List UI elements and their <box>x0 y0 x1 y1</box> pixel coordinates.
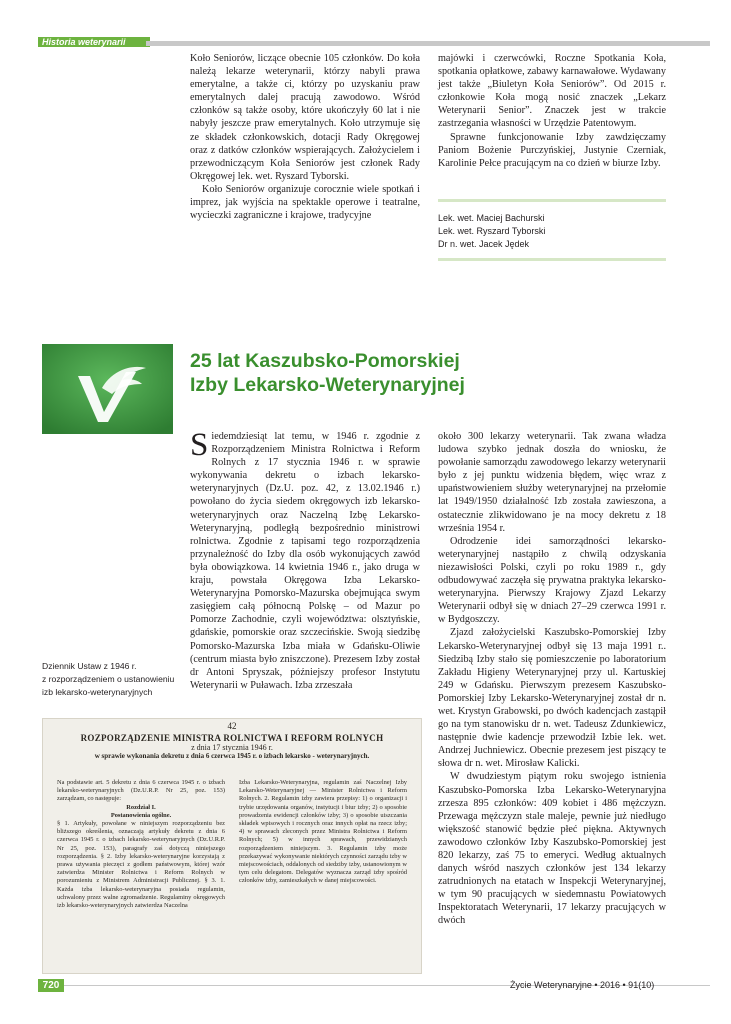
title-line: Izby Lekarsko-Weterynaryjnej <box>190 374 465 396</box>
scan-date: z dnia 17 stycznia 1946 r. <box>191 743 273 752</box>
scan-chapter-title: Postanowienia ogólne. <box>110 811 172 819</box>
top-left-column <box>190 52 420 222</box>
paragraph: około 300 lekarzy weterynarii. Tak zwana władza ludowa szybko jednak doszła do wniosku, że powołanie samorządu zawodowego lekarzy weterynarii było z jej punktu widzenia błędem, więc wraz z upaństwowieniem służby weterynaryjnej na przełomie lat 1949/1950 działalność Izb została zawieszona, a ostatecznie zlikwidowano je na mocy dekretu z 18 września 1954 r. <box>438 431 666 534</box>
v-logo-icon <box>42 344 173 434</box>
scan-text: § 1. Artykuły, powołane w niniejszym rozporządzeniu bez bliższego określenia, oznaczają artykuły dekretu z dnia 6 czerwca 1945 r. o izbach lekarsko-weterynaryjnych (Dz.U.R.P. Nr 25, poz. 153), paragrafy zaś dotyczą niniejszego rozporządzenia. § 2. Izby lekarsko-weterynaryjne korzystają z prawa używania pieczęci z godłem państwowym, której wzór zatwierdza Minister Rolnictwa i Reform Rolnych w porozumieniu z Ministrem Administracji Publicznej. § 3. 1. Każda izba lekarsko-weterynaryjna posiada regulamin, uchwalony przez walne zgromadzenie. Regulaminy okręgowych izb lekarsko-weterynaryjnych zatwierdza Naczelna <box>57 820 225 910</box>
paragraph: W dwudziestym piątym roku swojego istnienia Kaszubsko-Pomorska Izba Lekarsko-Weterynaryjna zrzesza 895 członków: 409 kobiet i 486 mężczyzn. Przewaga mężczyzn stale maleje, pewnie już niedługo większość stanowić będzie płeć piękna. Aktywnych zawodowo członków Izby Kaszubsko-Pomorskiej jest 820 lekarzy, zaś 75 to emeryci. Według aktualnych danych wśród naszych członków jest 134 lekarzy zatrudnionych na etatach w Inspekcji Weterynaryjnej, w tym 90 pracujących w siedemnastu Powiatowych Inspektoratach Weterynarii, 17 lekarzy pracujących w dwóch <box>438 771 666 927</box>
paragraph: Koło Seniorów, liczące obecnie 105 członków. Do koła należą lekarze weterynarii, którzy nabyli prawa emerytalne, a także ci, którzy po uzyskaniu praw emerytalnych dalej pracują zawodowo. Wśród członków są także osoby, które ukończyły 60 lat i nie nabyły jeszcze praw emerytalnych. Koło utrzymuje się ze składek członkowskich, dotacji Rady Okręgowej oraz z datków członków wspierających. Założycielem i przewodniczącym Koła Seniorów jest członek Rady Okręgowej lek. wet. Ryszard Tyborski. <box>190 53 420 182</box>
scan-right-column <box>239 779 407 886</box>
paragraph: Sprawne funkcjonowanie Izby zawdzięczamy Paniom Bożenie Purczyńskiej, Justynie Czerniak, Karolinie Pełce pracującym na co dzień w biurze Izby. <box>438 131 666 169</box>
figure-caption <box>42 660 174 699</box>
author: Dr n. wet. Jacek Jędek <box>438 239 530 249</box>
author: Lek. wet. Ryszard Tyborski <box>438 226 546 236</box>
article-title <box>190 349 465 397</box>
section-rule <box>146 41 710 46</box>
caption-line: z rozporządzeniem o ustanowieniu <box>42 674 175 684</box>
section-tab: Historia weterynarii <box>38 37 150 47</box>
divider <box>438 258 666 261</box>
scan-subject: w sprawie wykonania dekretu z dnia 6 czerwca 1945 r. o izbach lekarsko - weterynaryjnych. <box>94 752 370 760</box>
page-number: 720 <box>38 979 64 992</box>
paragraph: Zjazd założycielski Kaszubsko-Pomorskiej Izby Lekarsko-Weterynaryjnej odbył się 13 maja 1991 r.. Siedzibą Izby stało się pomieszczenie po laboratorium Zakładu Higieny Weterynaryjnej przy ul. Kartuskiej 249 w Gdańsku. Pierwszym prezesem Kaszubsko-Pomorskiej Izby Lekarsko-Weterynaryjnej został dr n. wet. Krystyn Grabowski, po dwóch kadencjach zastąpił go na tym stanowisku dr n. wet. Tadeusz Zdunkiewicz, następnie dwie kadencje przewodził Izbie lek. wet. Andrzej Juchniewicz. Obecnie prezesem jest piszący te słowa dr n. wet. Mirosław Kalicki. <box>438 627 666 770</box>
article-left-column <box>190 427 420 692</box>
paragraph: Koło Seniorów organizuje corocznie wiele spotkań i imprez, jak wyjścia na spektakle operowe i teatralne, wycieczki zagraniczne i krajowe, tradycyjne <box>190 183 420 222</box>
paragraph-text: iedemdziesiąt lat temu, w 1946 r. zgodnie z Rozporządzeniem Ministra Rolnictwa i Reform Rolnych z 17 stycznia 1946 r. w sprawie wykonywania dekretu o izbach lekarsko-weterynaryjnych (Dz.U. poz. 42, z 13.02.1946 r.) powołano do życia siedem okręgowych izb lekarsko-weterynaryjnych oraz Naczelną Izbę Lekarsko-Weterynaryjną, podległą bezpośrednio ministrowi rolnictwa. Zgodnie z tapisami tego rozporządzenia przynależność do Izby dla osób wykonujących zawód była obowiązkowa. 14 kwietnia 1946 r., jako druga w kraju, powstała Okręgowa Izba Lekarsko-Weterynaryjna Pomorsko-Mazurska obejmująca swym zasięgiem całą północną Polskę – od Mazur po Pomorze Zachodnie, czyli województwa: olsztyńskie, gdańskie, pomorskie oraz szczecińskie. Swoją siedzibę Pomorsko-Mazurska Izba miała w Gdańsku-Oliwie (centrum miasta było zniszczone). Prezesem Izby został dr Antoni Spryszak, późniejszy profesor Instytutu Weterynarii w Puławach. Izba zrzeszała <box>190 431 420 691</box>
author: Lek. wet. Maciej Bachurski <box>438 213 545 223</box>
paragraph: Odrodzenie idei samorządności lekarsko-weterynaryjnej nastąpiło z chwilą odzyskania niezawisłości Polski, czyli po roku 1989 r., gdy odbudowywać zaczęła się prywatna praktyka lekarsko-weterynaryjna. Pierwszy Krajowy Zjazd Lekarzy Weterynarii odbył się w dniach 27–29 czerwca 1991 r. w Bydgoszczy. <box>438 535 666 626</box>
drop-cap: S <box>190 427 209 463</box>
divider <box>438 199 666 202</box>
title-line: 25 lat Kaszubsko-Pomorskiej <box>190 350 460 372</box>
scan-page-number: 42 <box>227 721 237 731</box>
author-list <box>438 212 545 251</box>
caption-line: izb lekarsko-weterynaryjnych <box>42 687 153 697</box>
scan-text: Izba Lekarsko-Weterynaryjna, regulamin zaś Naczelnej Izby Lekarsko-Weterynaryjnej — Minister Rolnictwa i Reform Rolnych. 2. Regulamin izby zawiera przepisy: 1) o organizacji i trybie urzędowania organów, instytucji i biur izby; 2) o sposobie prowadzenia ewidencji członków izby; 3) o sposobie uiszczania składek wpisowych i rocznych oraz innych opłat na rzecz izby; 4) w sprawach zleconych przez Ministra Rolnictwa i Reform Rolnych; 5) w innych sprawach, przewidzianych rozporządzeniem niniejszym. 3. Regulamin izby może przekazywać wykonywanie niektórych czynności zarządu izby w miejscowościach, oddalonych od siedziby izby, ustanowionym w tym celu delegatom. Delegatów wyznacza zarząd izby spośród członków izby, zamieszkałych w danej miejscowości. <box>239 779 407 885</box>
scanned-decree-image <box>42 718 422 974</box>
top-right-column <box>438 52 666 170</box>
paragraph: majówki i czerwcówki, Roczne Spotkania Koła, spotkania opłatkowe, zabawy karnawałowe. Wydawany jest także „Biuletyn Koła Seniorów”. Od 2015 r. członkowie Koła mogą nosić znaczek „Lekarz Weterynarii Senior”. Znaczek jest w trakcie zastrzegania własności w Urzędzie Patentowym. <box>438 53 666 130</box>
scan-text: Na podstawie art. 5 dekretu z dnia 6 czerwca 1945 r. o izbach lekarsko-weterynaryjnych (Dz.U.R.P. Nr 25, poz. 153) zarządzam, co następuje: <box>57 779 225 803</box>
scan-heading: ROZPORZĄDZENIE MINISTRA ROLNICTWA I REFORM ROLNYCH <box>80 733 384 743</box>
scan-chapter: Rozdział I. <box>126 803 156 811</box>
article-right-column <box>438 430 666 928</box>
journal-footer: Życie Weterynaryjne • 2016 • 91(10) <box>510 980 655 990</box>
caption-line: Dziennik Ustaw z 1946 r. <box>42 661 137 671</box>
chamber-logo <box>42 344 173 434</box>
paragraph <box>190 427 420 692</box>
scan-left-column <box>57 779 225 910</box>
